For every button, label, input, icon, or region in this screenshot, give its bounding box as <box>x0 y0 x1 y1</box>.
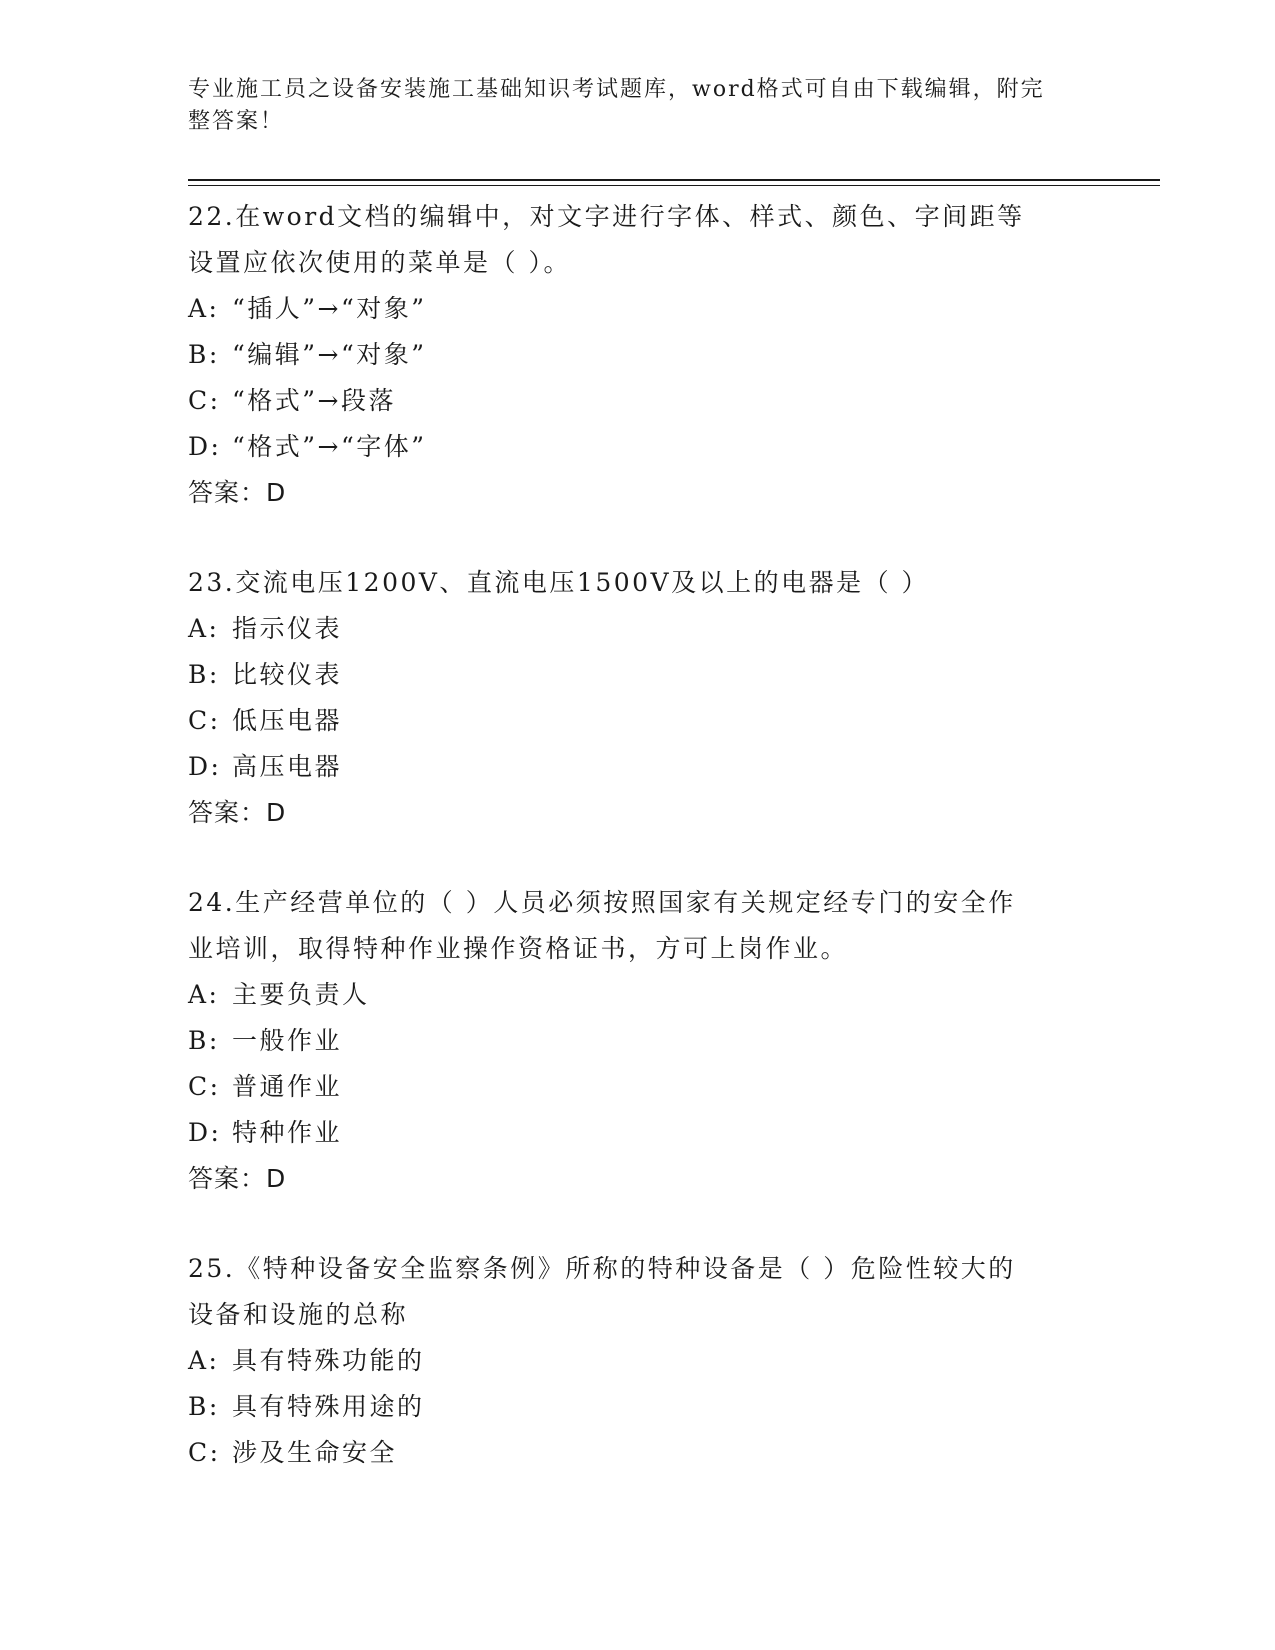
option-letter: D: <box>188 432 222 461</box>
option-letter: A: <box>188 614 220 643</box>
option-text: 高压电器 <box>232 752 343 781</box>
option-d <box>188 1110 1088 1156</box>
option-text: 指示仪表 <box>232 614 343 643</box>
option-text: 比较仪表 <box>232 660 343 689</box>
option-letter: A: <box>188 1346 220 1375</box>
option-text: “编辑”→“对象” <box>232 340 427 369</box>
option-b <box>188 1384 1088 1430</box>
option-letter: D: <box>188 1118 222 1147</box>
option-letter: B: <box>188 660 220 689</box>
question-23 <box>188 560 1088 836</box>
option-c <box>188 1064 1088 1110</box>
option-c <box>188 698 1088 744</box>
option-letter: B: <box>188 340 220 369</box>
option-letter: C: <box>188 1438 221 1467</box>
option-a <box>188 606 1088 652</box>
document-header <box>188 74 1068 138</box>
answer-line: 答案：D <box>188 798 287 827</box>
option-text: 普通作业 <box>232 1072 343 1101</box>
option-b <box>188 652 1088 698</box>
question-stem-line: 25.《特种设备安全监察条例》所称的特种设备是（ ）危险性较大的 <box>188 1254 1016 1283</box>
option-b <box>188 332 1088 378</box>
option-text: 特种作业 <box>232 1118 343 1147</box>
option-text: 低压电器 <box>232 706 343 735</box>
question-stem-line: 24.生产经营单位的（ ）人员必须按照国家有关规定经专门的安全作 <box>188 888 1016 917</box>
option-letter: C: <box>188 706 221 735</box>
question-stem <box>188 1246 1088 1338</box>
question-24 <box>188 880 1088 1202</box>
option-letter: C: <box>188 1072 221 1101</box>
option-letter: A: <box>188 980 220 1009</box>
question-stem <box>188 880 1088 972</box>
question-stem-line: 22.在word文档的编辑中，对文字进行字体、样式、颜色、字间距等 <box>188 202 1025 231</box>
option-c <box>188 378 1088 424</box>
option-text: 涉及生命安全 <box>232 1438 398 1467</box>
option-text: “插人”→“对象” <box>232 294 427 323</box>
option-c <box>188 1430 1088 1476</box>
option-b <box>188 1018 1088 1064</box>
question-25 <box>188 1246 1088 1476</box>
option-a <box>188 972 1088 1018</box>
header-line-2: 整答案！ <box>188 109 285 134</box>
option-text: 具有特殊用途的 <box>232 1392 425 1421</box>
question-stem-line: 业培训，取得特种作业操作资格证书，方可上岗作业。 <box>188 934 849 963</box>
option-text: 一般作业 <box>232 1026 343 1055</box>
answer-line: 答案：D <box>188 1164 287 1193</box>
header-divider-thick <box>188 179 1160 181</box>
option-a <box>188 286 1088 332</box>
option-d <box>188 424 1088 470</box>
question-stem-line: 23.交流电压1200V、直流电压1500V及以上的电器是（ ） <box>188 568 930 597</box>
option-letter: D: <box>188 752 222 781</box>
option-letter: A: <box>188 294 220 323</box>
option-text: 具有特殊功能的 <box>232 1346 425 1375</box>
question-stem-line: 设备和设施的总称 <box>188 1300 409 1329</box>
question-stem <box>188 194 1088 286</box>
header-divider-thin <box>188 185 1160 186</box>
option-letter: B: <box>188 1392 220 1421</box>
question-list <box>188 194 1088 1476</box>
header-line-1: 专业施工员之设备安装施工基础知识考试题库，word格式可自由下载编辑，附完 <box>188 77 1045 102</box>
question-stem <box>188 560 1088 606</box>
option-text: “格式”→段落 <box>232 386 397 415</box>
option-a <box>188 1338 1088 1384</box>
answer-line: 答案：D <box>188 478 287 507</box>
option-text: “格式”→“字体” <box>232 432 427 461</box>
option-text: 主要负责人 <box>232 980 370 1009</box>
option-d <box>188 744 1088 790</box>
question-22 <box>188 194 1088 516</box>
option-letter: B: <box>188 1026 220 1055</box>
option-letter: C: <box>188 386 221 415</box>
question-stem-line: 设置应依次使用的菜单是（ ）。 <box>188 248 571 277</box>
